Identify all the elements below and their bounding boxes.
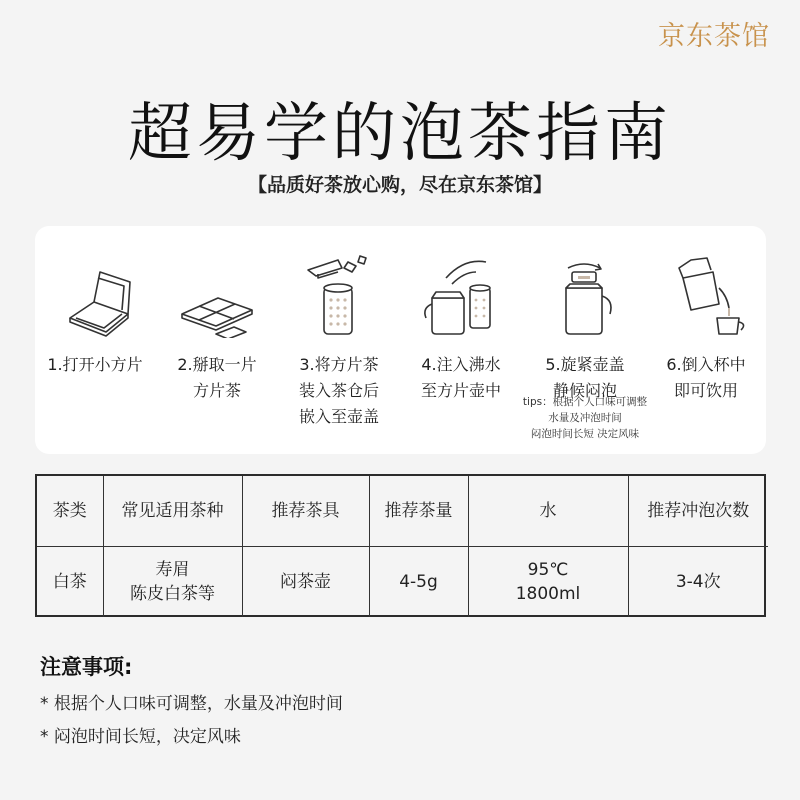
step-4 <box>401 248 521 404</box>
table-header-row <box>37 476 768 546</box>
step-label: 2.掰取一片 方片茶 <box>177 355 257 400</box>
notes-title: 注意事项: <box>40 655 133 679</box>
header-cell: 常见适用茶种 <box>103 476 242 546</box>
header-cell: 茶类 <box>37 476 103 546</box>
pour-water-icon <box>416 248 506 338</box>
step-5 <box>525 248 645 404</box>
step-label: 3.将方片茶 装入茶仓后 嵌入至壶盖 <box>298 355 379 426</box>
open-box-icon <box>50 248 140 338</box>
steps-card <box>35 226 766 454</box>
step-2 <box>157 248 277 404</box>
step-3 <box>279 248 399 430</box>
step-1 <box>35 248 155 378</box>
times-cell: 3-4次 <box>628 546 768 617</box>
amount-cell: 4-5g <box>369 546 468 617</box>
note-item: * 根据个人口味可调整，水量及冲泡时间 <box>40 694 343 714</box>
vessel-cell: 闷茶壶 <box>242 546 369 617</box>
tea-chamber-icon <box>294 248 384 338</box>
brewing-table <box>35 474 766 617</box>
twist-lid-icon <box>540 248 630 338</box>
pour-cup-icon <box>661 248 751 338</box>
page-subtitle: 【品质好茶放心购，尽在京东茶馆】 <box>247 174 552 196</box>
step-label: 6.倒入杯中 即可饮用 <box>666 355 746 400</box>
header-cell: 推荐茶具 <box>242 476 369 546</box>
varieties-cell: 寿眉 陈皮白茶等 <box>103 546 242 617</box>
header-cell: 推荐冲泡次数 <box>628 476 768 546</box>
tea-square-icon <box>172 248 262 338</box>
header-cell: 水 <box>468 476 628 546</box>
brand-logo: 京东茶馆 <box>658 21 770 52</box>
step-label: 5.旋紧壶盖 静候闷泡 <box>545 355 625 400</box>
tea-type-cell: 白茶 <box>37 546 103 617</box>
page-title: 超易学的泡茶指南 <box>128 97 672 171</box>
table-row <box>37 546 768 617</box>
header-cell: 推荐茶量 <box>369 476 468 546</box>
note-item: * 闷泡时间长短，决定风味 <box>40 727 241 747</box>
step-6 <box>646 248 766 404</box>
step-label: 1.打开小方片 <box>47 355 143 374</box>
step-label: 4.注入沸水 至方片壶中 <box>420 355 501 400</box>
tips-text: tips：根据个人口味可调整 水量及冲泡时间 闷泡时间长短 决定风味 <box>522 396 648 440</box>
water-cell: 95℃ 1800ml <box>468 546 628 617</box>
